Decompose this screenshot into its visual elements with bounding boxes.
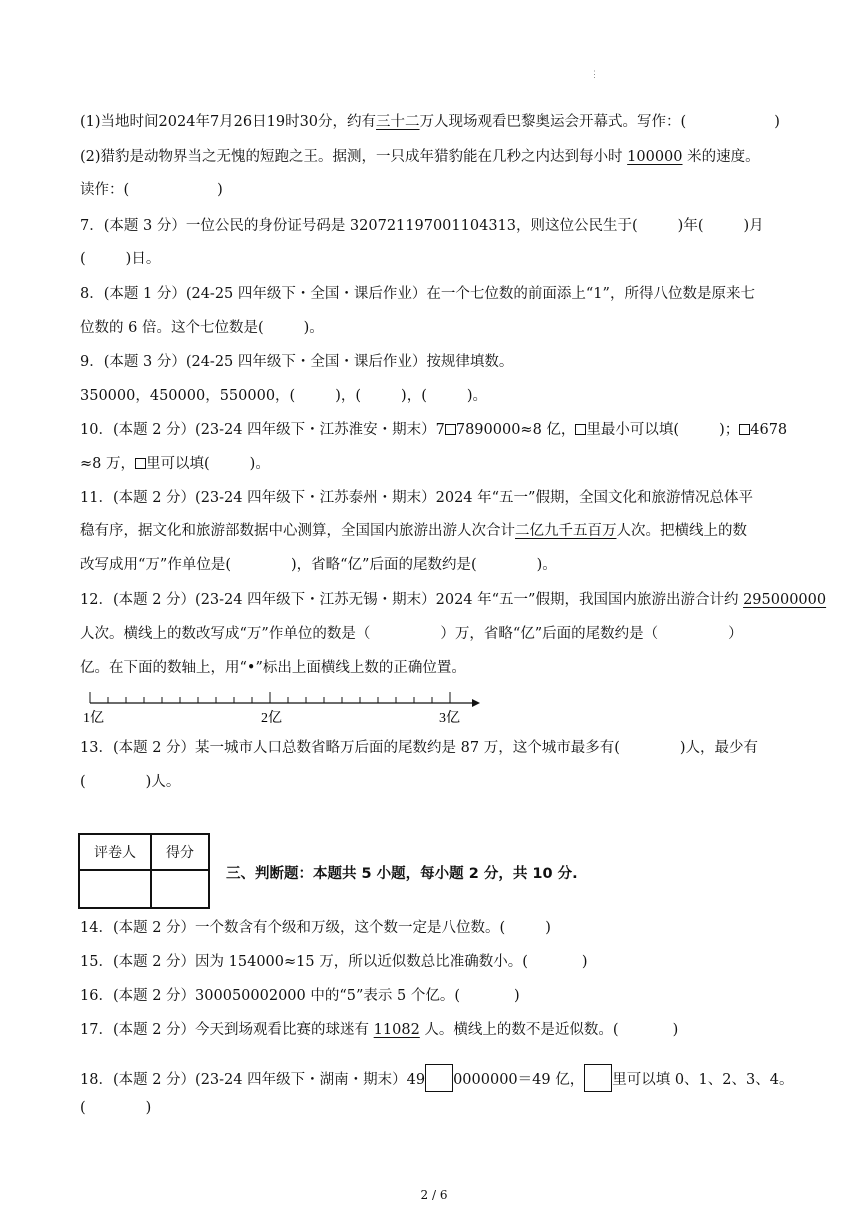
underlined-number: 295000000 xyxy=(743,592,827,608)
q6-part2-read: 读作：( ) xyxy=(80,182,223,198)
q6-part2: (2)猎豹是动物界当之无愧的短跑之王。据测，一只成年猎豹能在几秒之内达到每小时 100000 米的速度。 xyxy=(80,149,760,165)
arrow-icon xyxy=(472,699,480,707)
q6-part1: (1)当地时间2024年7月26日19时30分，约有三十二万人现场观看巴黎奥运会开幕式。写作：( ) xyxy=(80,114,780,130)
underlined-number: 100000 xyxy=(627,149,683,165)
q7-line1: 7．(本题 3 分）一位公民的身份证号码是 320721197001104313，则这位公民生于( )年( )月 xyxy=(80,218,764,234)
number-line-label-3: 3亿 xyxy=(439,711,460,726)
q9-line2: 350000，450000，550000，( )，( )，( )。 xyxy=(80,388,488,404)
underlined-number: 二亿九千五百万 xyxy=(515,523,617,539)
blank-square xyxy=(135,458,146,469)
number-line-label-2: 2亿 xyxy=(261,711,282,726)
q12-line3: 亿。在下面的数轴上，用“•”标出上面横线上数的正确位置。 xyxy=(80,660,466,676)
q8-line2: 位数的 6 倍。这个七位数是( )。 xyxy=(80,320,324,336)
corner-mark: ⋮ xyxy=(590,70,599,80)
number-line-ticks xyxy=(90,692,450,703)
blank-square[interactable] xyxy=(445,424,456,435)
number-line-label-1: 1亿 xyxy=(83,711,104,726)
q18-line1: 18．(本题 2 分）(23-24 四年级下・湖南・期末）49 0000000＝49 亿， 里可以填 0、1、2、3、4。 xyxy=(80,1064,792,1092)
score-header: 得分 xyxy=(151,834,209,870)
blank-square[interactable] xyxy=(739,424,750,435)
q13-line2: ( )人。 xyxy=(80,774,181,790)
q16: 16．(本题 2 分）300050002000 中的“5”表示 5 个亿。( ) xyxy=(80,988,520,1004)
q12-line1: 12．(本题 2 分）(23-24 四年级下・江苏无锡・期末）2024 年“五一”假期，我国国内旅游出游合计约 295000000 xyxy=(80,592,827,608)
page-number: 2 / 6 xyxy=(420,1188,448,1202)
q17: 17．(本题 2 分）今天到场观看比赛的球迷有 11082 人。横线上的数不是近似数。( ) xyxy=(80,1022,679,1038)
grading-table xyxy=(78,833,210,909)
score-cell[interactable] xyxy=(151,870,209,908)
blank-box[interactable] xyxy=(425,1064,453,1092)
q12-line2: 人次。横线上的数改写成“万”作单位的数是（ ）万，省略“亿”后面的尾数约是（ ） xyxy=(80,626,743,642)
q11-line2: 稳有序，据文化和旅游部数据中心测算，全国国内旅游出游人次合计二亿九千五百万人次。把横线上的数 xyxy=(80,523,747,539)
q13-line1: 13．(本题 2 分）某一城市人口总数省略万后面的尾数约是 87 万，这个城市最多有( )人，最少有 xyxy=(80,740,759,756)
blank-square xyxy=(575,424,586,435)
blank-box xyxy=(584,1064,612,1092)
grader-header: 评卷人 xyxy=(79,834,151,870)
q15: 15．(本题 2 分）因为 154000≈15 万，所以近似数总比准确数小。( ) xyxy=(80,954,588,970)
q11-line3: 改写成用“万”作单位是( )，省略“亿”后面的尾数约是( )。 xyxy=(80,557,557,573)
q9-line1: 9．(本题 3 分）(24-25 四年级下・全国・课后作业）按规律填数。 xyxy=(80,354,514,370)
q11-line1: 11．(本题 2 分）(23-24 四年级下・江苏泰州・期末）2024 年“五一”假期，全国文化和旅游情况总体平 xyxy=(80,490,753,506)
q14: 14．(本题 2 分）一个数含有个级和万级，这个数一定是八位数。( ) xyxy=(80,920,551,936)
section-heading: 三、判断题：本题共 5 小题，每小题 2 分，共 10 分. xyxy=(226,866,578,882)
underlined-number: 11082 xyxy=(373,1022,420,1038)
q18-line2: ( ) xyxy=(80,1100,152,1116)
q10-line2: ≈8 万， 里可以填( )。 xyxy=(80,456,270,472)
q8-line1: 8．(本题 1 分）(24-25 四年级下・全国・课后作业）在一个七位数的前面添上“1”，所得八位数是原来七 xyxy=(80,286,755,302)
grader-cell[interactable] xyxy=(79,870,151,908)
q10-line1: 10．(本题 2 分）(23-24 四年级下・江苏淮安・期末）7 7890000≈8 亿， 里最小可以填( )； 4678 xyxy=(80,422,788,438)
underlined-number: 三十二 xyxy=(376,114,420,130)
q7-line2: ( )日。 xyxy=(80,251,161,267)
number-line xyxy=(80,688,490,728)
